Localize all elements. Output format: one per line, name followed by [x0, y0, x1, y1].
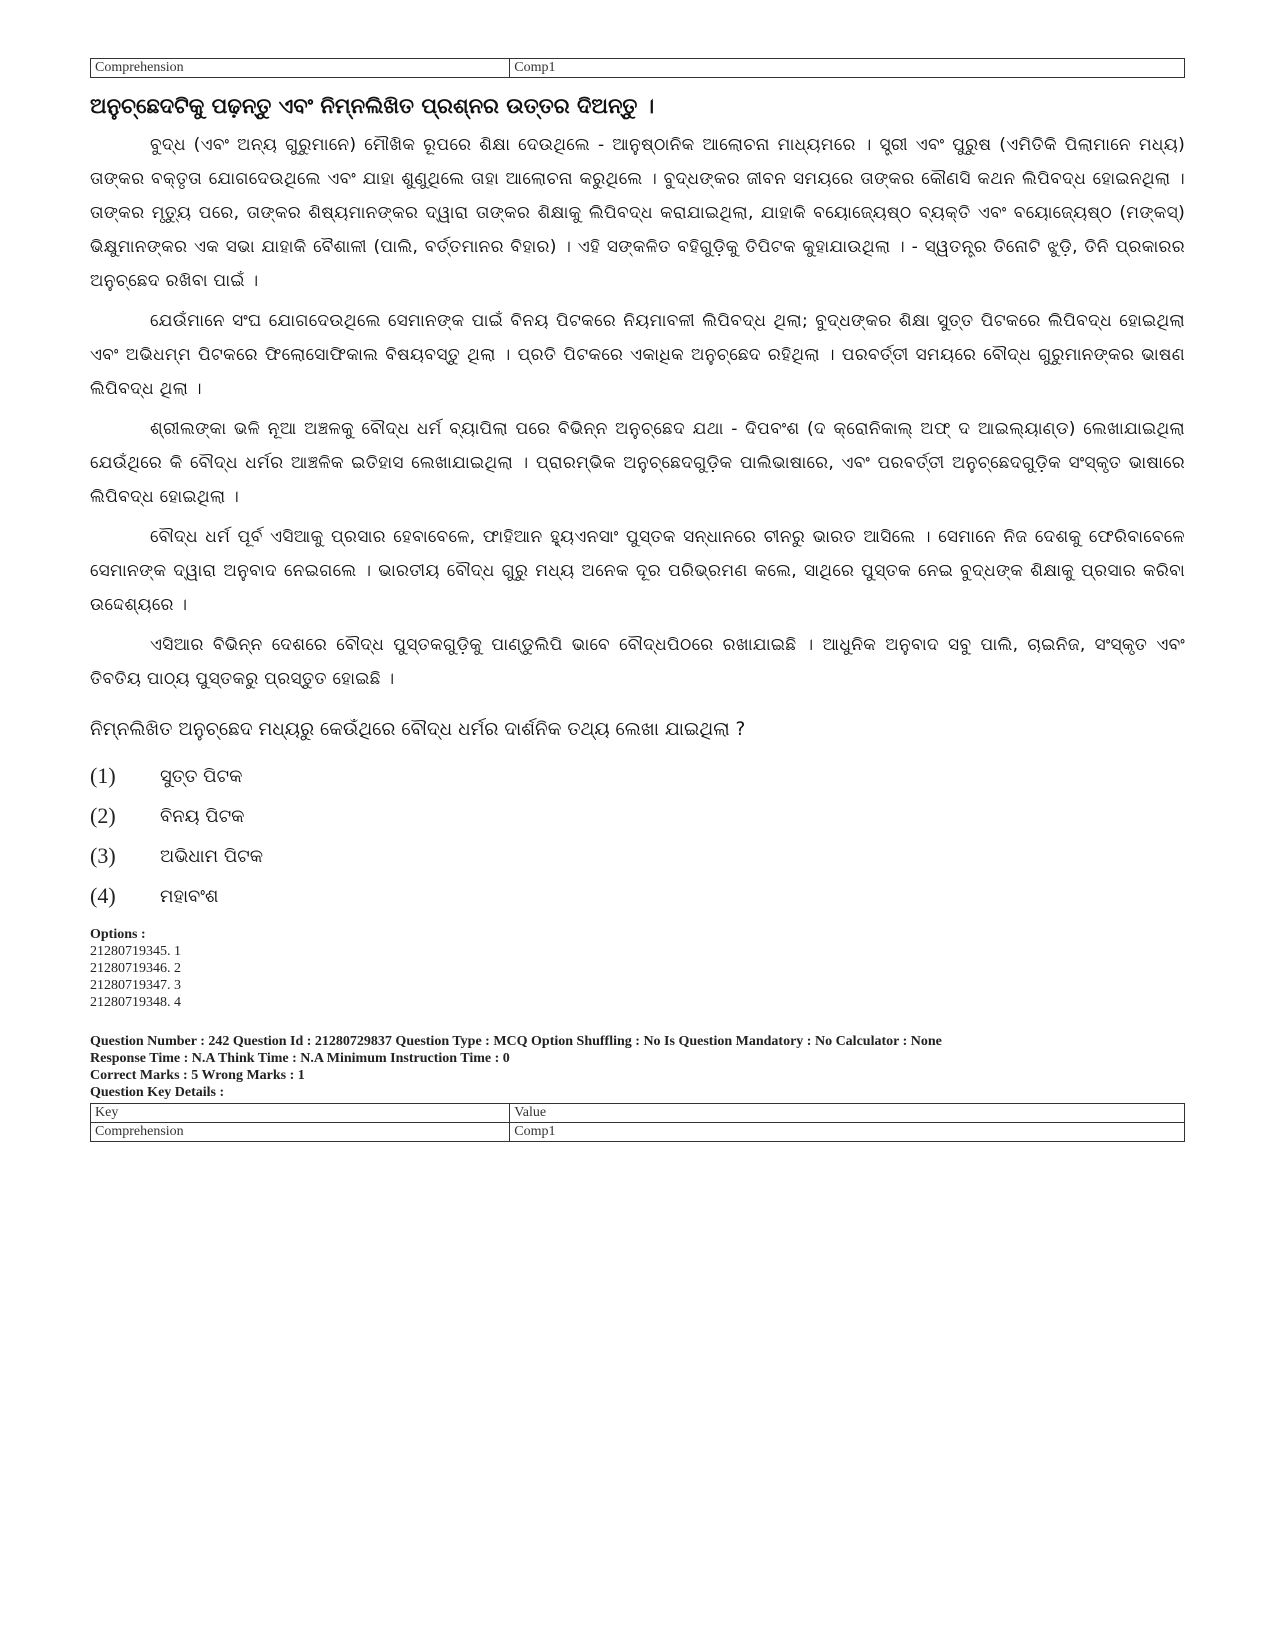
table-value-cell: Comp1 [510, 59, 1185, 78]
option-text: ବିନୟ ପିଟକ [160, 805, 245, 827]
options-list [90, 756, 1185, 916]
question-meta-line: Response Time : N.A Think Time : N.A Minimum Instruction Time : 0 [90, 1051, 510, 1066]
option-item [90, 876, 1185, 916]
table-key-cell: Comprehension [91, 1123, 510, 1142]
option-id: 21280719345. 1 [90, 944, 181, 959]
question-page [90, 58, 1185, 1142]
option-number: (4) [90, 883, 116, 908]
option-number: (1) [90, 763, 116, 788]
passage-paragraph: ଏସିଆର ବିଭିନ୍ନ ଦେଶରେ ବୌଦ୍ଧ ପୁସ୍ତକଗୁଡ଼ିକୁ ପାଣ୍ଡୁଲିପି ଭାବେ ବୌଦ୍ଧପିଠରେ ରଖାଯାଇଛି । ଆଧୁନିକ ଅନୁବାଦ ସବୁ ପାଲି, ଚାଇନିଜ, ସଂସ୍କୃତ ଏବଂ ତିବତିୟ ପାଠ୍ୟ ପୁସ୍ତକରୁ ପ୍ରସ୍ତୁତ ହୋଇଛି । [90, 635, 1185, 689]
option-id: 21280719346. 2 [90, 961, 181, 976]
instruction-heading: ଅନୁଚ୍ଛେଦଟିକୁ ପଢ଼ନ୍ତୁ ଏବଂ ନିମ୍ନଲିଖିତ ପ୍ରଶ୍ନର ଉତ୍ତର ଦିଅନ୍ତୁ । [90, 94, 655, 118]
option-item [90, 796, 1185, 836]
marks-line: Correct Marks : 5 Wrong Marks : 1 [90, 1068, 305, 1083]
option-id: 21280719348. 4 [90, 995, 181, 1010]
table-row [91, 59, 1185, 78]
passage-paragraph: ବୁଦ୍ଧ (ଏବଂ ଅନ୍ୟ ଗୁରୁମାନେ) ମୌଖିକ ରୂପରେ ଶିକ୍ଷା ଦେଉଥିଲେ - ଆନୁଷ୍ଠାନିକ ଆଲୋଚନା ମାଧ୍ୟମରେ । ସ୍ତ୍ରୀ ଏବଂ ପୁରୁଷ (ଏମିତିକି ପିଲାମାନେ ମଧ୍ୟ) ତାଙ୍କର ବକ୍ତୃତା ଯୋଗଦେଉଥିଲେ ଏବଂ ଯାହା ଶୁଣୁଥିଲେ ତାହା ଆଲୋଚନା କରୁଥିଲେ । ବୁଦ୍ଧଙ୍କର ଜୀବନ ସମୟରେ ତାଙ୍କର କୌଣସି କଥନ ଲିପିବଦ୍ଧ ହୋଇନଥିଲା । ତାଙ୍କର ମୃତ୍ୟୁ ପରେ, ତାଙ୍କର ଶିଷ୍ୟମାନଙ୍କର ଦ୍ୱାରା ତାଙ୍କର ଶିକ୍ଷାକୁ ଲିପିବଦ୍ଧ କରାଯାଇଥିଲା, ଯାହାକି ବୟୋଜ୍ୟେଷ୍ଠ ବ୍ୟକ୍ତି ଏବଂ ବୟୋଜ୍ୟେଷ୍ଠ (ମଙ୍କସ୍) ଭିକ୍ଷୁମାନଙ୍କର ଏକ ସଭା ଯାହାକି ବୈଶାଳୀ (ପାଲି, ବର୍ତ୍ତମାନର ବିହାର) । ଏହି ସଙ୍କଳିତ ବହିଗୁଡ଼ିକୁ ତିପିଟକ କୁହାଯାଉଥିଲା । - ସ୍ୱତନ୍ତ୍ର ତିନୋଟି ଝୁଡ଼ି, ତିନି ପ୍ରକାରର ଅନୁଚ୍ଛେଦ ରଖିବା ପାଇଁ । [90, 135, 1185, 291]
option-item [90, 836, 1185, 876]
question-meta-line: Question Number : 242 Question Id : 21280729837 Question Type : MCQ Option Shuffling : No Is Question Mandatory : No Calculator : None [90, 1034, 942, 1049]
key-details-table [90, 1103, 1185, 1142]
passage-paragraph: ଶ୍ରୀଲଙ୍କା ଭଳି ନୂଆ ଅଞ୍ଚଳକୁ ବୌଦ୍ଧ ଧର୍ମ ବ୍ୟାପିଲା ପରେ ବିଭିନ୍ନ ଅନୁଚ୍ଛେଦ ଯଥା - ଦିପବଂଶ (ଦ କ୍ରୋନିକାଲ୍ ଅଫ୍ ଦ ଆଇଲ୍ୟାଣ୍ଡ) ଲେଖାଯାଇଥିଲା ଯେଉଁଥିରେ କି ବୌଦ୍ଧ ଧର୍ମର ଆଞ୍ଚଳିକ ଇତିହାସ ଲେଖାଯାଇଥିଲା । ପ୍ରାରମ୍ଭିକ ଅନୁଚ୍ଛେଦଗୁଡ଼ିକ ପାଲିଭାଷାରେ, ଏବଂ ପରବର୍ତ୍ତୀ ଅନୁଚ୍ଛେଦଗୁଡ଼ିକ ସଂସ୍କୃତ ଭାଷାରେ ଲିପିବଦ୍ଧ ହୋଇଥିଲା । [90, 419, 1185, 507]
option-id: 21280719347. 3 [90, 978, 181, 993]
option-item [90, 756, 1185, 796]
options-label: Options : [90, 927, 146, 942]
question-meta [90, 1033, 1185, 1101]
table-header-row [91, 1104, 1185, 1123]
option-ids-block [90, 926, 1185, 1011]
passage [90, 128, 1185, 696]
comprehension-table [90, 58, 1185, 78]
table-header-key: Key [91, 1104, 510, 1123]
question-text: ନିମ୍ନଲିଖିତ ଅନୁଚ୍ଛେଦ ମଧ୍ୟରୁ କେଉଁଥିରେ ବୌଦ୍ଧ ଧର୍ମର ଦାର୍ଶନିକ ତଥ୍ୟ ଲେଖା ଯାଇଥିଲା ? [90, 719, 746, 740]
option-number: (2) [90, 803, 116, 828]
option-text: ମହାବଂଶ [160, 885, 219, 907]
key-details-label: Question Key Details : [90, 1085, 225, 1100]
passage-paragraph: ଯେଉଁମାନେ ସଂଘ ଯୋଗଦେଉଥିଲେ ସେମାନଙ୍କ ପାଇଁ ବିନୟ ପିଟକରେ ନିୟମାବଳୀ ଲିପିବଦ୍ଧ ଥିଲା; ବୁଦ୍ଧଙ୍କର ଶିକ୍ଷା ସୁତ୍ତ ପିଟକରେ ଲିପିବଦ୍ଧ ହୋଇଥିଲା ଏବଂ ଅଭିଧମ୍ମ ପିଟକରେ ଫିଲୋସୋଫିକାଲ ବିଷୟବସ୍ତୁ ଥିଲା । ପ୍ରତି ପିଟକରେ ଏକାଧିକ ଅନୁଚ୍ଛେଦ ରହିଥିଲା । ପରବର୍ତ୍ତୀ ସମୟରେ ବୌଦ୍ଧ ଗୁରୁମାନଙ୍କର ଭାଷଣ ଲିପିବଦ୍ଧ ଥିଲା । [90, 311, 1185, 399]
table-header-value: Value [510, 1104, 1185, 1123]
option-text: ଅଭିଧାମ ପିଟକ [160, 845, 264, 867]
option-text: ସୁତ୍ତ ପିଟକ [160, 765, 243, 787]
table-value-cell: Comp1 [510, 1123, 1185, 1142]
table-key-cell: Comprehension [91, 59, 510, 78]
table-row [91, 1123, 1185, 1142]
passage-paragraph: ବୌଦ୍ଧ ଧର୍ମ ପୂର୍ବ ଏସିଆକୁ ପ୍ରସାର ହେବାବେଳେ, ଫାହିଆନ ହ୍ୟୁଏନସାଂ ପୁସ୍ତକ ସନ୍ଧାନରେ ଚୀନରୁ ଭାରତ ଆସିଲେ । ସେମାନେ ନିଜ ଦେଶକୁ ଫେରିବାବେଳେ ସେମାନଙ୍କ ଦ୍ୱାରା ଅନୁବାଦ ନେଇଗଲେ । ଭାରତୀୟ ବୌଦ୍ଧ ଗୁରୁ ମଧ୍ୟ ଅନେକ ଦୂର ପରିଭ୍ରମଣ କଲେ, ସାଥିରେ ପୁସ୍ତକ ନେଇ ବୁଦ୍ଧଙ୍କ ଶିକ୍ଷାକୁ ପ୍ରସାର କରିବା ଉଦ୍ଦେଶ୍ୟରେ । [90, 527, 1185, 615]
option-number: (3) [90, 843, 116, 868]
